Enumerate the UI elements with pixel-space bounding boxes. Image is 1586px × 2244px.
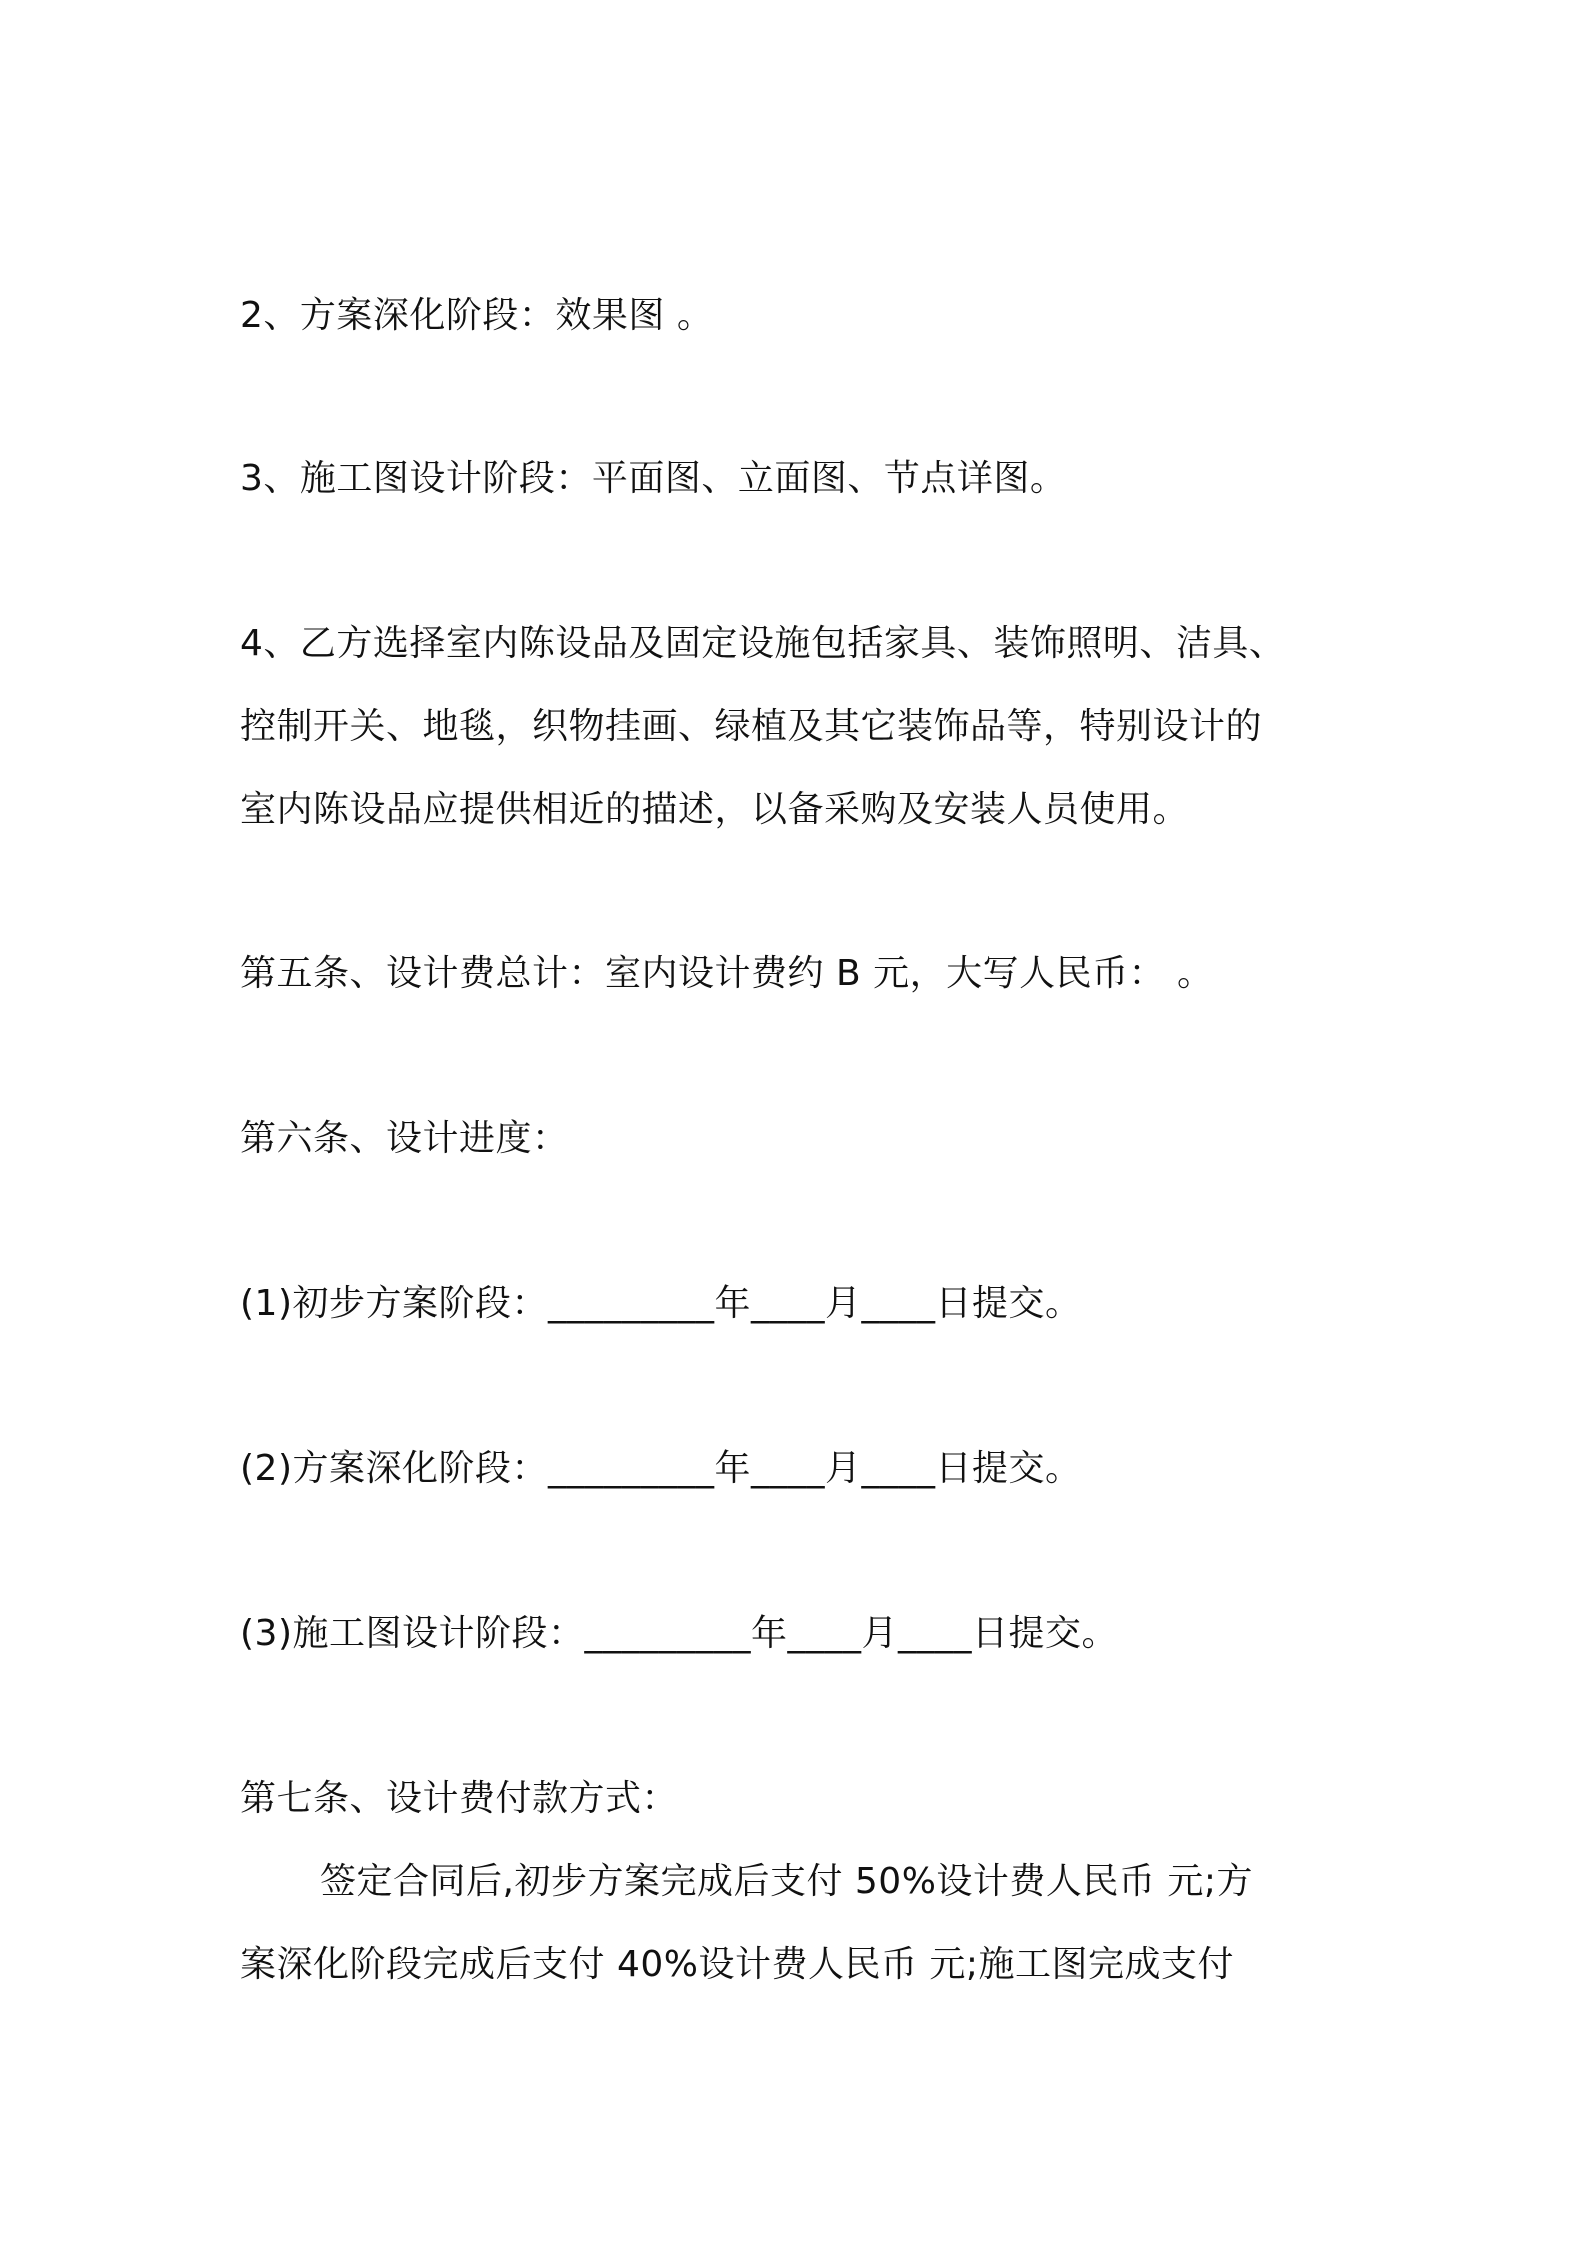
payment-paragraph-line-1: 签定合同后,初步方案完成后支付 50%设计费人民币 元;方 [320, 1861, 1253, 1902]
item-2-scheme-deepening: 2、方案深化阶段：效果图 。 [240, 295, 714, 336]
item-4-line-1: 4、乙方选择室内陈设品及固定设施包括家具、装饰照明、洁具、 [240, 623, 1286, 664]
item-3-construction-drawing: 3、施工图设计阶段：平面图、立面图、节点详图。 [240, 458, 1067, 499]
article-7-heading: 第七条、设计费付款方式： [240, 1778, 679, 1819]
item-4-line-3: 室内陈设品应提供相近的描述，以备采购及安装人员使用。 [240, 789, 1190, 830]
item-4-line-2: 控制开关、地毯，织物挂画、绿植及其它装饰品等，特别设计的 [240, 706, 1263, 747]
schedule-stage-1: (1)初步方案阶段：_________年____月____日提交。 [240, 1283, 1082, 1324]
article-5-design-fee: 第五条、设计费总计：室内设计费约 B 元，大写人民币： 。 [240, 953, 1214, 994]
article-6-heading: 第六条、设计进度： [240, 1118, 569, 1159]
schedule-stage-3: (3)施工图设计阶段：_________年____月____日提交。 [240, 1613, 1118, 1654]
payment-paragraph-line-2: 案深化阶段完成后支付 40%设计费人民币 元;施工图完成支付 [240, 1944, 1235, 1985]
schedule-stage-2: (2)方案深化阶段：_________年____月____日提交。 [240, 1448, 1082, 1489]
